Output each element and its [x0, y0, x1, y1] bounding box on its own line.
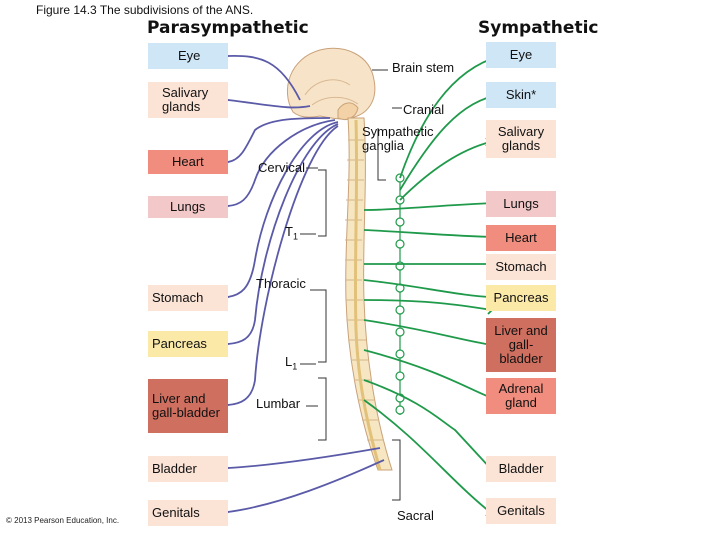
t1-label — [285, 224, 298, 242]
symp-organ-adrenal — [486, 378, 556, 414]
para-stomach-label: Stomach — [152, 290, 204, 305]
symp-adrenal-label: Adrenal gland — [498, 381, 544, 410]
para-organ-liver — [148, 379, 228, 433]
cranial-label: Cranial — [403, 102, 445, 117]
para-genitals-label: Genitals — [152, 505, 200, 520]
symp-organ-stomach — [486, 254, 556, 280]
symp-pancreas-label: Pancreas — [493, 290, 549, 305]
symp-organ-pancreas — [486, 285, 556, 311]
para-organ-salivary — [148, 82, 228, 118]
symp-salivary-label: Salivary glands — [497, 124, 545, 153]
l1-subscript: 1 — [292, 361, 298, 372]
para-bladder-label: Bladder — [152, 461, 197, 476]
brain-stem-label: Brain stem — [392, 60, 455, 75]
symp-lungs-label: Lungs — [503, 196, 539, 211]
sympathetic-ganglia-label: Sympathetic ganglia — [362, 124, 434, 153]
symp-genitals-label: Genitals — [497, 503, 545, 518]
thoracic-label: Thoracic — [256, 276, 306, 291]
para-heart-label: Heart — [172, 154, 204, 169]
para-organ-pancreas — [148, 331, 228, 357]
brain-illustration — [287, 48, 374, 119]
symp-organ-heart — [486, 225, 556, 251]
symp-organ-bladder — [486, 456, 556, 482]
para-organ-lungs — [148, 196, 228, 218]
symp-organ-salivary — [486, 120, 556, 158]
symp-skin-label: Skin* — [505, 87, 537, 102]
symp-organ-liver — [486, 318, 556, 372]
symp-organ-lungs — [486, 191, 556, 217]
sacral-label: Sacral — [397, 508, 434, 523]
l1-label — [285, 354, 297, 372]
para-lungs-label: Lungs — [170, 199, 206, 214]
para-organ-bladder — [148, 456, 228, 482]
copyright-notice: © 2013 Pearson Education, Inc. — [6, 516, 120, 525]
para-organ-heart — [148, 150, 228, 174]
sympathetic-heading: Sympathetic — [478, 18, 599, 38]
t1-letter: T — [285, 224, 293, 239]
spinal-column — [345, 118, 392, 470]
symp-heart-label: Heart — [505, 230, 537, 245]
l1-letter: L — [285, 354, 293, 369]
symp-eye-label: Eye — [509, 47, 533, 62]
symp-organ-eye — [486, 42, 556, 68]
figure-title: Figure 14.3 The subdivisions of the ANS. — [36, 3, 254, 17]
symp-organ-skin — [486, 82, 556, 108]
para-organ-eye — [148, 43, 228, 69]
para-pancreas-label: Pancreas — [152, 336, 207, 351]
para-salivary-label: Salivary glands — [162, 85, 209, 114]
symp-bladder-label: Bladder — [498, 461, 544, 476]
para-eye-label: Eye — [178, 48, 201, 63]
para-organ-genitals — [148, 500, 228, 526]
para-liver-label: Liver and gall-bladder — [152, 391, 220, 420]
para-organ-stomach — [148, 285, 228, 311]
sympathetic-chain — [396, 174, 404, 415]
symp-stomach-label: Stomach — [495, 259, 547, 274]
symp-organ-genitals — [486, 498, 556, 524]
t1-subscript: 1 — [292, 231, 298, 242]
symp-liver-label: Liver and gall-bladder — [494, 323, 548, 366]
parasympathetic-heading: Parasympathetic — [147, 18, 309, 38]
parasympathetic-arrowheads — [224, 52, 228, 516]
lumbar-label: Lumbar — [256, 396, 301, 411]
cervical-label: Cervical — [258, 160, 305, 175]
